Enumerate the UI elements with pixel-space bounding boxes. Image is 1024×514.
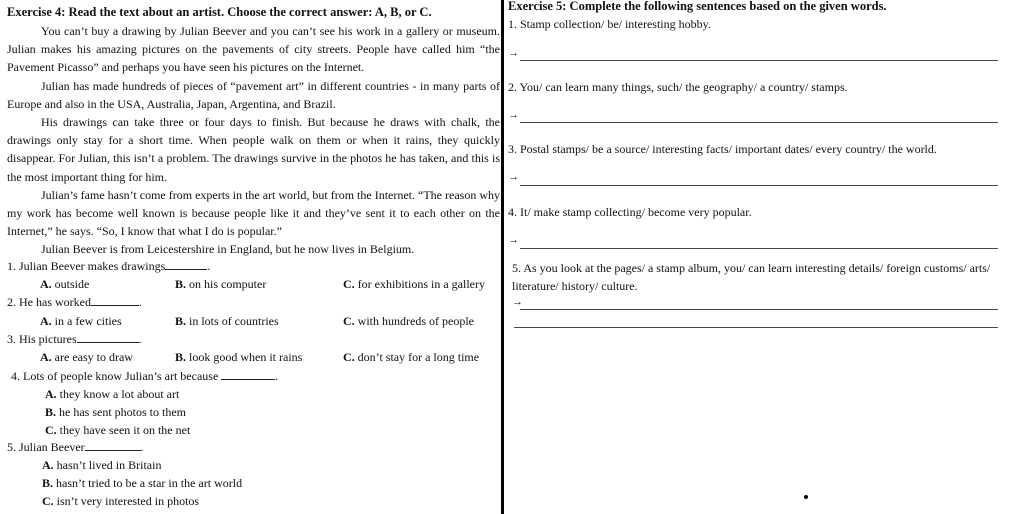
q2-option-a[interactable]: A. in a few cities (40, 314, 122, 328)
arrow-icon: → (508, 234, 519, 246)
q2-option-c[interactable]: C. with hundreds of people (343, 314, 474, 328)
q3-option-c[interactable]: C. don’t stay for a long time (343, 350, 480, 364)
q1-option-b[interactable]: B. on his computer (175, 277, 267, 291)
answer-blank[interactable] (77, 332, 139, 343)
exercise-5-item-3: 3. Postal stamps/ be a source/ interesting facts/ important dates/ every country/ the world. (508, 142, 937, 156)
exercise-5-item-4: 4. It/ make stamp collecting/ become very popular. (508, 205, 752, 219)
exercise-5-column (504, 0, 1024, 514)
passage-paragraph-2: Julian has made hundreds of pieces of “pavement art” in different countries - in many parts of Europe and also in the USA, Australia, Japan, Argentina, and Brazil. (7, 79, 500, 112)
answer-line-3[interactable] (520, 185, 998, 186)
question-3: 3. His pictures . (7, 332, 142, 346)
answer-line-2[interactable] (520, 122, 998, 123)
exercise-4-column (0, 0, 501, 514)
arrow-icon: → (508, 171, 519, 183)
passage-paragraph-3: His drawings can take three or four days to finish. But because he draws with chalk, the drawings only stay for a short time. When people walk on them or when it rains, they quickly disappear. For Julian, this isn’t a problem. The drawings survive in the photos he has taken, and this is the most important thing for him. (7, 115, 500, 184)
answer-line-5a[interactable] (520, 309, 998, 310)
question-4: 4. Lots of people know Julian’s art because . (11, 369, 279, 383)
passage-paragraph-5: Julian Beever is from Leicestershire in England, but he now lives in Belgium. (41, 242, 415, 256)
arrow-icon: → (508, 109, 519, 121)
q3-option-a[interactable]: A. are easy to draw (40, 350, 133, 364)
answer-line-1[interactable] (520, 60, 998, 61)
answer-blank[interactable] (221, 369, 275, 380)
question-1: 1. Julian Beever makes drawings . (7, 259, 211, 273)
answer-blank[interactable] (165, 259, 207, 270)
question-2: 2. He has worked . (7, 295, 142, 309)
exercise-4-title: Exercise 4: Read the text about an artist. Choose the correct answer: A, B, or C. (7, 5, 432, 19)
question-5: 5. Julian Beever . (7, 440, 144, 454)
q4-option-a[interactable]: A. they know a lot about art (45, 387, 180, 401)
answer-line-4[interactable] (520, 248, 998, 249)
q5-option-c[interactable]: C. isn’t very interested in photos (42, 494, 200, 508)
arrow-icon: → (512, 296, 523, 308)
q5-option-a[interactable]: A. hasn’t lived in Britain (42, 458, 162, 472)
q4-option-b[interactable]: B. he has sent photos to them (45, 405, 186, 419)
q4-option-c[interactable]: C. they have seen it on the net (45, 423, 191, 437)
exercise-5-item-5-cont: literature/ history/ culture. (512, 279, 638, 293)
exercise-5-item-2: 2. You/ can learn many things, such/ the geography/ a country/ stamps. (508, 80, 848, 94)
answer-blank[interactable] (91, 295, 139, 306)
passage-paragraph-4: Julian’s fame hasn’t come from experts in the art world, but from the Internet. “The reason why my work has become well known is because people like it and they’ve sent it to each other on the Internet,” he says. “So, I know that what I do is popular.” (7, 188, 500, 239)
q5-option-b[interactable]: B. hasn’t tried to be a star in the art world (42, 476, 243, 490)
exercise-5-title: Exercise 5: Complete the following sentences based on the given words. (508, 0, 887, 13)
answer-blank[interactable] (85, 440, 141, 451)
answer-line-5b[interactable] (514, 327, 998, 328)
q1-option-a[interactable]: A. outside (40, 277, 90, 291)
arrow-icon: → (508, 47, 519, 59)
exercise-5-item-5: 5. As you look at the pages/ a stamp album, you/ can learn interesting details/ foreign customs/ arts/ (512, 261, 991, 275)
q1-option-c[interactable]: C. for exhibitions in a gallery (343, 277, 485, 291)
q2-option-b[interactable]: B. in lots of countries (175, 314, 279, 328)
passage-paragraph-1: You can’t buy a drawing by Julian Beever and you can’t see his work in a gallery or museum. Julian makes his amazing pictures on the pavements of city streets. People have called him “the Pavement Picasso” and perhaps you have seen his pictures on the Internet. (7, 24, 500, 75)
stray-dot (804, 495, 808, 499)
exercise-5-item-1: 1. Stamp collection/ be/ interesting hobby. (508, 17, 711, 31)
q3-option-b[interactable]: B. look good when it rains (175, 350, 303, 364)
